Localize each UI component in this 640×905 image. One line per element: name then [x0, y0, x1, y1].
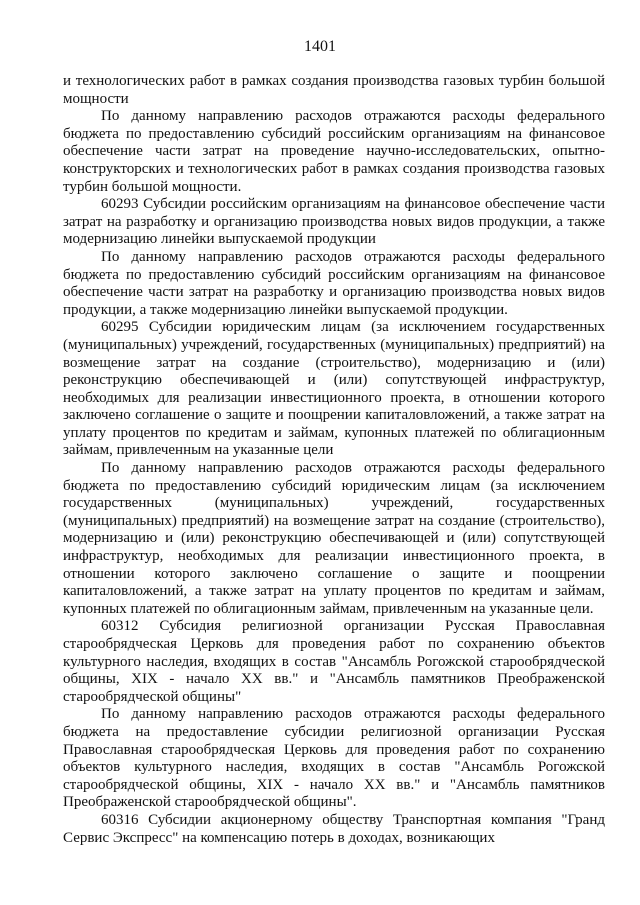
paragraph-description: По данному направлению расходов отражаются расходы федерального бюджета по предоставлению субсидий юридическим лицам (за исключением государственных (муниципальных) учреждений, государственных (муниципальных) предприятий) на возмещение затрат на создание (строительство), модернизацию и (или) реконструкцию обеспечивающей и (или) сопутствующей инфраструктур, необходимых для реализации инвестиционного проекта, в отношении которого заключено соглашение о защите и поощрении капиталовложений, а также затрат на уплату процентов по кредитам и займам, купонных платежей по облигационным займам, привлеченным на указанные цели.: [63, 460, 605, 617]
page-number: 1401: [304, 38, 336, 55]
paragraph-code-60312: 60312 Субсидия религиозной организации Русская Православная старообрядческая Церковь для проведения работ по сохранению объектов культурного наследия, входящих в состав "Ансамбль Рогожской старообрядческой общины, XIX - начало XX вв." и "Ансамбль памятников Преображенской старообрядческой общины": [63, 618, 605, 705]
paragraph-code-60316: 60316 Субсидии акционерному обществу Транспортная компания "Гранд Сервис Экспресс" на компенсацию потерь в доходах, возникающих: [63, 811, 605, 846]
paragraph-description: По данному направлению расходов отражаются расходы федерального бюджета на предоставление субсидии религиозной организации Русская Православная старообрядческая Церковь для проведения работ по сохранению объектов культурного наследия, входящих в состав "Ансамбль Рогожской старообрядческой общины, XIX - начало XX вв." и "Ансамбль памятников Преображенской старообрядческой общины".: [63, 706, 605, 811]
paragraph-code-60293: 60293 Субсидии российским организациям на финансовое обеспечение части затрат на разработку и организацию производства новых видов продукции, а также модернизацию линейки выпускаемой продукции: [63, 196, 605, 248]
paragraph-continuation: и технологических работ в рамках создания производства газовых турбин большой мощности: [63, 73, 605, 107]
document-body: [63, 73, 605, 847]
paragraph-description: По данному направлению расходов отражаются расходы федерального бюджета по предоставлению субсидий российским организациям на финансовое обеспечение части затрат на разработку и организацию производства новых видов продукции, а также модернизацию линейки выпускаемой продукции.: [63, 248, 605, 318]
paragraph-description: По данному направлению расходов отражаются расходы федерального бюджета по предоставлению субсидий российским организациям на финансовое обеспечение части затрат на проведение научно-исследовательских, опытно-конструкторских и технологических работ в рамках создания производства газовых турбин большой мощности.: [63, 108, 605, 195]
paragraph-code-60295: 60295 Субсидии юридическим лицам (за исключением государственных (муниципальных) учреждений, государственных (муниципальных) предприятий) на возмещение затрат на создание (строительство), модернизацию и (или) реконструкцию обеспечивающей и (или) сопутствующей инфраструктур, необходимых для реализации инвестиционного проекта, в отношении которого заключено соглашение о защите и поощрении капиталовложений, а также затрат на уплату процентов по кредитам и займам, купонных платежей по облигационным займам, привлеченным на указанные цели: [63, 319, 605, 459]
